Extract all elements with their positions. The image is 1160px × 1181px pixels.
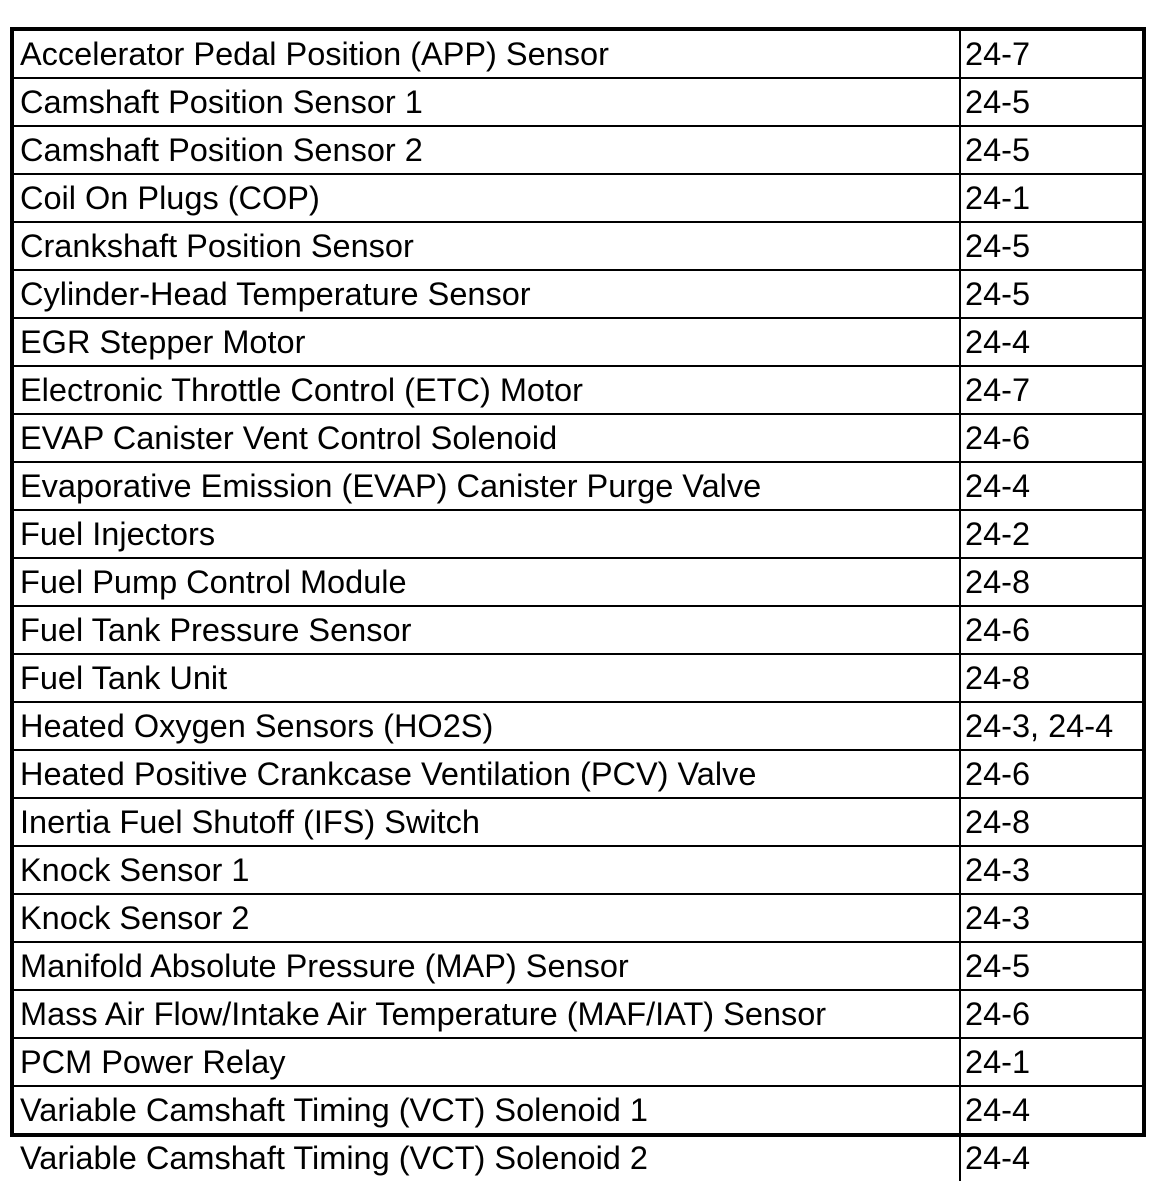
table-row	[14, 990, 1142, 1038]
page-cell: 24-1	[960, 1038, 1142, 1086]
table-row	[14, 1134, 1142, 1181]
page-cell: 24-6	[960, 606, 1142, 654]
table-row	[14, 942, 1142, 990]
table-row	[14, 1038, 1142, 1086]
table-row	[14, 606, 1142, 654]
page-cell: 24-3	[960, 846, 1142, 894]
component-cell: Heated Positive Crankcase Ventilation (PCV) Valve	[14, 750, 960, 798]
component-cell: Camshaft Position Sensor 2	[14, 126, 960, 174]
table-row	[14, 78, 1142, 126]
table-row	[14, 510, 1142, 558]
component-cell: Knock Sensor 2	[14, 894, 960, 942]
page-cell: 24-5	[960, 78, 1142, 126]
component-location-table	[10, 27, 1146, 1176]
table-row	[14, 846, 1142, 894]
table-body	[14, 31, 1142, 1181]
component-cell: Fuel Injectors	[14, 510, 960, 558]
component-cell: PCM Power Relay	[14, 1038, 960, 1086]
component-cell: Coil On Plugs (COP)	[14, 174, 960, 222]
page-cell: 24-5	[960, 126, 1142, 174]
page-cell: 24-8	[960, 798, 1142, 846]
table-row	[14, 462, 1142, 510]
page-cell: 24-4	[960, 1086, 1142, 1134]
page-cell: 24-1	[960, 174, 1142, 222]
page-cell: 24-7	[960, 31, 1142, 78]
page-cell: 24-5	[960, 942, 1142, 990]
component-cell: Camshaft Position Sensor 1	[14, 78, 960, 126]
page-cell: 24-6	[960, 414, 1142, 462]
page-cell: 24-6	[960, 750, 1142, 798]
component-cell: Evaporative Emission (EVAP) Canister Purge Valve	[14, 462, 960, 510]
component-cell: Knock Sensor 1	[14, 846, 960, 894]
table-row	[14, 558, 1142, 606]
table-row	[14, 31, 1142, 78]
table-row	[14, 126, 1142, 174]
table-row	[14, 798, 1142, 846]
component-cell: Electronic Throttle Control (ETC) Motor	[14, 366, 960, 414]
table-row	[14, 414, 1142, 462]
component-cell: Variable Camshaft Timing (VCT) Solenoid 2	[14, 1134, 960, 1181]
table-row	[14, 750, 1142, 798]
page-cell: 24-3, 24-4	[960, 702, 1142, 750]
page-cell: 24-6	[960, 990, 1142, 1038]
page-cell: 24-8	[960, 654, 1142, 702]
page-cell: 24-7	[960, 366, 1142, 414]
component-cell: Cylinder-Head Temperature Sensor	[14, 270, 960, 318]
table-row	[14, 270, 1142, 318]
page-cell: 24-2	[960, 510, 1142, 558]
page-cell: 24-4	[960, 318, 1142, 366]
component-table	[14, 31, 1142, 1181]
component-cell: Crankshaft Position Sensor	[14, 222, 960, 270]
table-row	[14, 318, 1142, 366]
component-cell: Heated Oxygen Sensors (HO2S)	[14, 702, 960, 750]
page-cell: 24-5	[960, 270, 1142, 318]
component-cell: Inertia Fuel Shutoff (IFS) Switch	[14, 798, 960, 846]
component-cell: Variable Camshaft Timing (VCT) Solenoid 1	[14, 1086, 960, 1134]
component-cell: Fuel Tank Unit	[14, 654, 960, 702]
component-cell: EVAP Canister Vent Control Solenoid	[14, 414, 960, 462]
table-row	[14, 894, 1142, 942]
table-row	[14, 222, 1142, 270]
table-row	[14, 1086, 1142, 1134]
component-cell: Fuel Tank Pressure Sensor	[14, 606, 960, 654]
table-row	[14, 702, 1142, 750]
table-row	[14, 174, 1142, 222]
page-cell: 24-5	[960, 222, 1142, 270]
component-cell: Manifold Absolute Pressure (MAP) Sensor	[14, 942, 960, 990]
page-cell: 24-4	[960, 1134, 1142, 1181]
component-cell: EGR Stepper Motor	[14, 318, 960, 366]
component-cell: Accelerator Pedal Position (APP) Sensor	[14, 31, 960, 78]
page-cell: 24-4	[960, 462, 1142, 510]
table-row	[14, 366, 1142, 414]
component-cell: Mass Air Flow/Intake Air Temperature (MAF/IAT) Sensor	[14, 990, 960, 1038]
table-row	[14, 654, 1142, 702]
page-cell: 24-8	[960, 558, 1142, 606]
component-cell: Fuel Pump Control Module	[14, 558, 960, 606]
page-cell: 24-3	[960, 894, 1142, 942]
